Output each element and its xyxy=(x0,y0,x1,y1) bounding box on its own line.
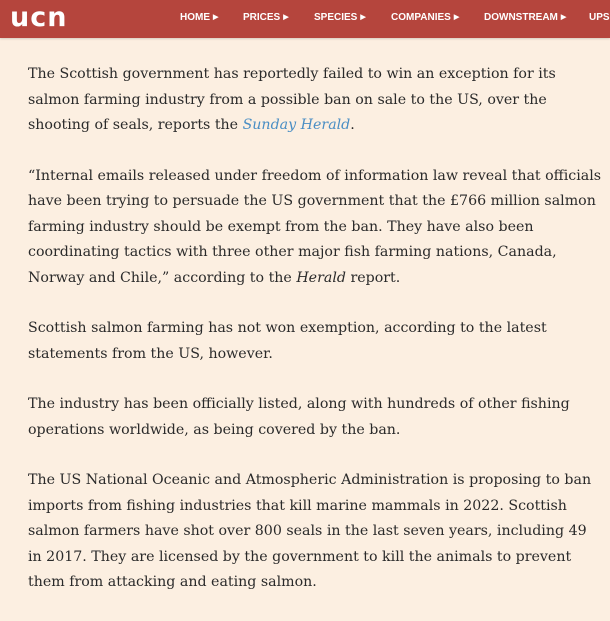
nav-upstream[interactable] xyxy=(589,0,610,38)
top-navbar xyxy=(0,0,610,38)
nav-species-label: SPECIES xyxy=(314,12,358,23)
nav-downstream[interactable] xyxy=(484,0,566,38)
nav-downstream-label: DOWNSTREAM xyxy=(484,12,558,23)
paragraph-1-text: The Scottish government has reportedly failed to win an exception for its salmon farming industry from a possible ban on sale to the US, over the shooting of seals, reports the xyxy=(28,66,556,133)
nav-prices-label: PRICES xyxy=(243,12,281,23)
article-paragraph-3: Scottish salmon farming has not won exemption, according to the latest statements from the US, however. xyxy=(28,320,547,362)
site-logo[interactable]: ucn xyxy=(10,2,68,33)
article-paragraph-4: The industry has been officially listed, along with hundreds of other fishing operations worldwide, as being covered by the ban. xyxy=(28,396,570,438)
caret-right-icon: ▶ xyxy=(283,14,289,21)
caret-right-icon: ▶ xyxy=(560,14,567,21)
sunday-herald-link[interactable]: Sunday Herald xyxy=(242,117,351,133)
nav-home[interactable] xyxy=(180,0,218,38)
article-body xyxy=(28,62,604,621)
nav-species[interactable] xyxy=(314,0,366,38)
nav-home-label: HOME xyxy=(180,12,210,23)
herald-italic: Herald xyxy=(296,269,346,286)
caret-right-icon: ▶ xyxy=(360,14,366,21)
article-paragraph-2 xyxy=(28,164,604,292)
article-paragraph-1 xyxy=(28,62,604,139)
nav-companies[interactable] xyxy=(391,0,459,38)
article-paragraph-5: The US National Oceanic and Atmospheric Administration is proposing to ban imports from fishing industries that kill marine mammals in 2022. Scottish salmon farmers have shot over 800 seals in the last seven years, including 49 in 2017. They are licensed by the government to kill the animals to prevent them from attacking and eating salmon. xyxy=(28,472,592,590)
paragraph-1-end: . xyxy=(350,117,355,133)
caret-right-icon: ▶ xyxy=(213,14,219,21)
paragraph-2-text: “Internal emails released under freedom of information law reveal that officials have been trying to persuade the US government that the £766 million salmon farming industry should be exempt from the ban. They have also been coordinating tactics with three other major fish farming nations, Canada, Norway and Chile,” according to the xyxy=(28,167,602,286)
caret-right-icon: ▶ xyxy=(453,14,460,21)
nav-prices[interactable] xyxy=(243,0,289,38)
nav-upstream-label: UPS xyxy=(589,12,610,23)
paragraph-2-end: report. xyxy=(345,269,401,286)
nav-companies-label: COMPANIES xyxy=(391,12,451,23)
